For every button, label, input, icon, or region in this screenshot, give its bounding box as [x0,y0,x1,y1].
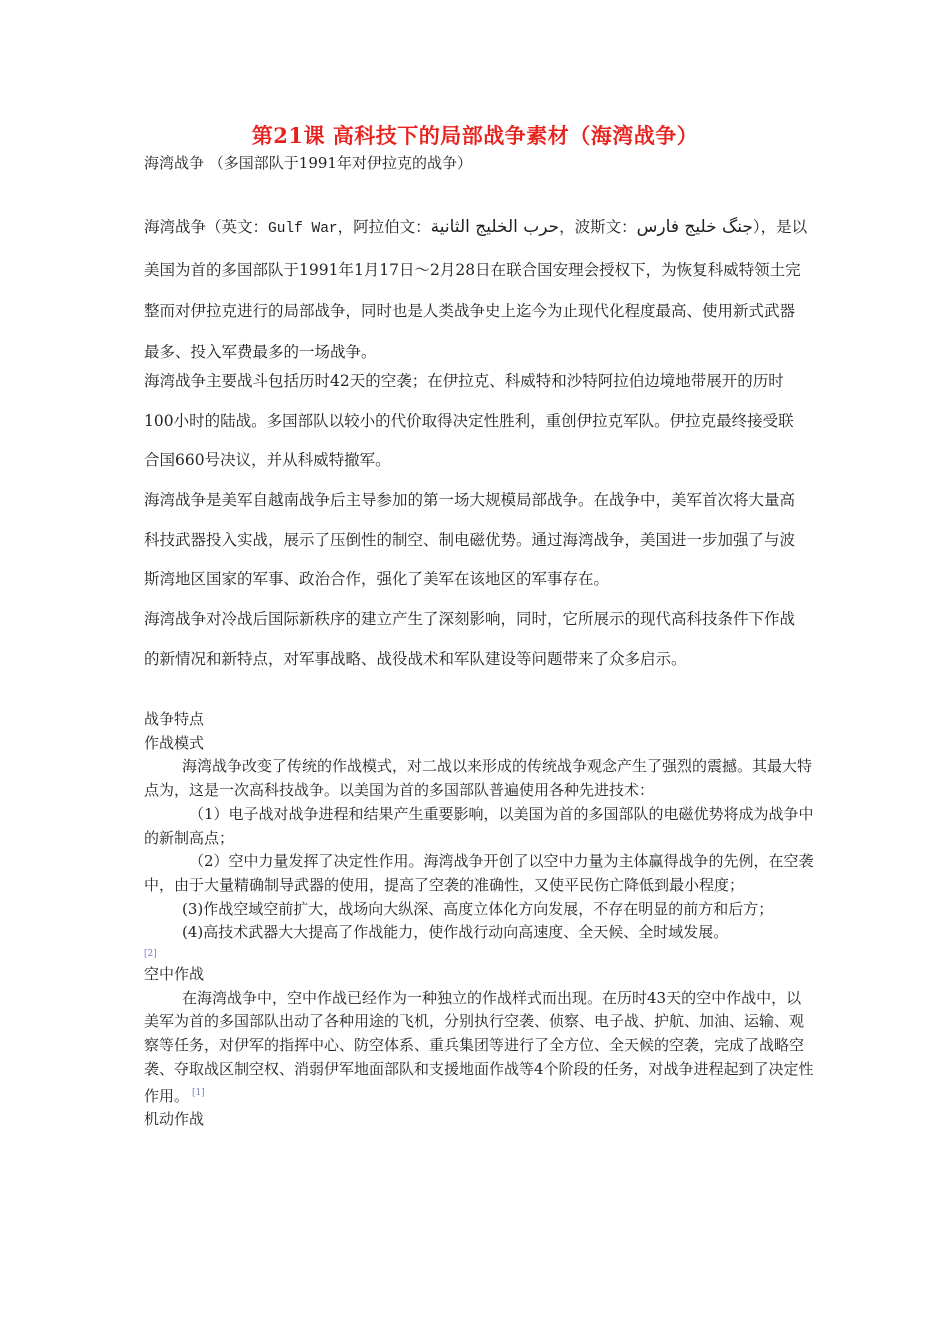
features-section [144,708,816,1132]
page-subtitle: 海湾战争 （多国部队于1991年对伊拉克的战争） [144,154,472,172]
reference-link-1[interactable]: [1] [192,1087,205,1098]
persian-name: جنگ خلیج فارس [636,217,753,237]
intro-paragraph-2-text: 海湾战争主要战斗包括历时42天的空袭；在伊拉克、科威特和沙特阿拉伯边境地带展开的历时100小时的陆战。多国部队以较小的代价取得决定性胜利，重创伊拉克军队。伊拉克最终接受联合国660号决议，并从科威特撤军。 [144,372,794,469]
page-title: 第21课 高科技下的局部战争素材（海湾战争） [251,123,699,148]
intro-paragraph-4-text: 海湾战争对冷战后国际新秩序的建立产生了深刻影响，同时，它所展示的现代高科技条件下作战的新情况和新特点，对军事战略、战役战术和军队建设等问题带来了众多启示。 [144,610,796,668]
feature-item-1: （1）电子战对战争进程和结果产生重要影响，以美国为首的多国部队的电磁优势将成为战争中的新制高点； [144,804,814,847]
reference-link-2[interactable]: [2] [144,949,157,960]
intro-text-d: ），是以美国为首的多国部队于1991年1月17日～2月28日在联合国安理会授权下，为恢复科威特领土完整而对伊拉克进行的局部战争，同时也是人类战争史上迄今为止现代化程度最高、使用新式武器最多、投入军费最多的一场战争。 [144,218,808,361]
arabic-name: حرب الخليج الثانية [430,217,560,237]
air-heading: 空中作战 [144,965,205,984]
intro-text-a: 海湾战争（英文： [144,218,269,236]
mobile-heading: 机动作战 [144,1110,205,1129]
mode-heading: 作战模式 [144,733,205,752]
air-paragraph-text: 在海湾战争中，空中作战已经作为一种独立的作战样式而出现。在历时43天的空中作战中，以美军为首的多国部队出动了各种用途的飞机，分别执行空袭、侦察、电子战、护航、加油、运输、观察等任务，对伊军的指挥中心、防空体系、重兵集团等进行了全方位、全天候的空袭，完成了战略空袭、夺取战区制空权、消弱伊军地面部队和支援地面作战等4个阶段的任务，对战争进程起到了决定性作用。 [144,988,814,1105]
english-name: Gulf War [268,221,338,237]
feature-item-3: (3)作战空域空前扩大，战场向大纵深、高度立体化方向发展，不存在明显的前方和后方； [182,899,774,918]
intro-paragraph-4 [144,600,809,679]
intro-paragraph-2 [144,362,809,481]
intro-text-c: ，波斯文： [559,218,637,236]
features-heading: 战争特点 [144,710,205,728]
mode-paragraph: 海湾战争改变了传统的作战模式，对二战以来形成的传统战争观念产生了强烈的震撼。其最大特点为，这是一次高科技战争。以美国为首的多国部队普遍使用各种先进技术： [144,757,813,800]
intro-paragraph-3 [144,481,809,600]
feature-item-4: (4)高技术武器大大提高了作战能力，使作战行动向高速度、全天候、全时域发展。 [182,923,729,942]
intro-paragraph-1 [144,207,809,373]
feature-item-2: （2）空中力量发挥了决定性作用。海湾战争开创了以空中力量为主体赢得战争的先例，在空袭中，由于大量精确制导武器的使用，提高了空袭的准确性，又使平民伤亡降低到最小程度； [144,852,814,894]
intro-text-b: ，阿拉伯文： [337,218,431,236]
intro-paragraph-3-text: 海湾战争是美军自越南战争后主导参加的第一场大规模局部战争。在战争中，美军首次将大量高科技武器投入实战，展示了压倒性的制空、制电磁优势。通过海湾战争，美国进一步加强了与波斯湾地区国家的军事、政治合作，强化了美军在该地区的军事存在。 [144,491,796,588]
air-paragraph [144,987,816,1109]
